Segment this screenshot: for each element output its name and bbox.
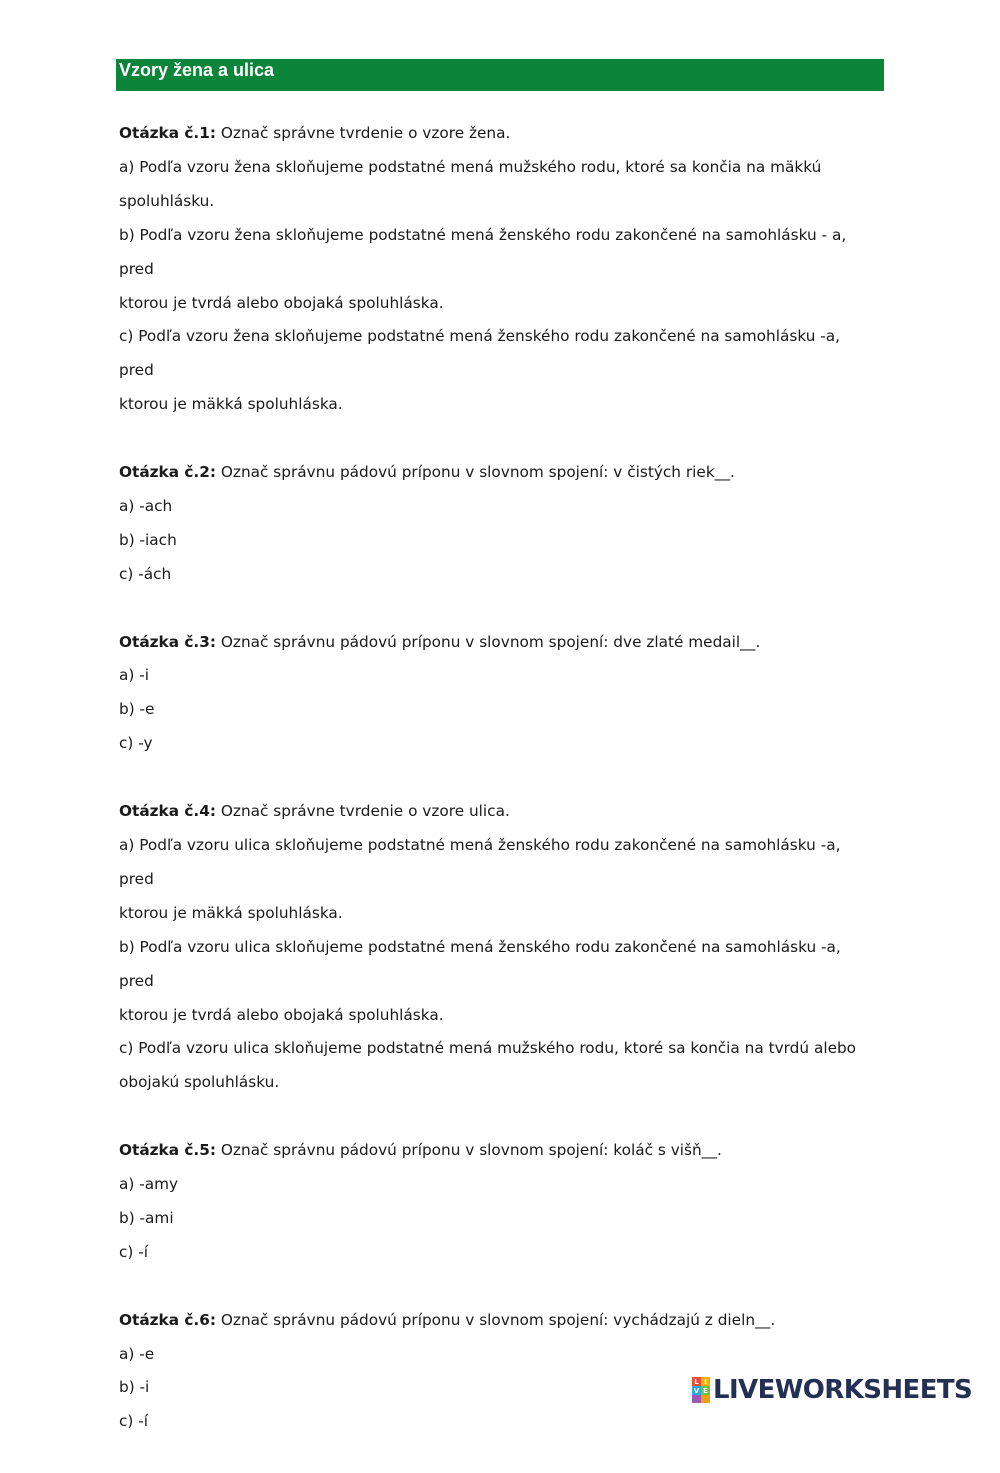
question-prompt: Označ správnu pádovú príponu v slovnom spojení: vychádzajú z dieln__. <box>220 1310 776 1329</box>
question-heading <box>119 1134 879 1168</box>
answer-option[interactable]: a) -ach <box>119 496 173 515</box>
answer-option[interactable]: a) -amy <box>119 1175 179 1194</box>
question-6 <box>119 1304 879 1440</box>
page-title: Vzory žena a ulica <box>119 60 275 80</box>
answer-option[interactable]: c) -ách <box>119 564 172 583</box>
question-label: Otázka č.1: <box>119 124 217 142</box>
answer-option-continuation[interactable]: spoluhlásku. <box>119 191 215 210</box>
question-heading <box>119 626 879 660</box>
question-prompt: Označ správnu pádovú príponu v slovnom spojení: v čistých riek__. <box>220 463 735 482</box>
question-label: Otázka č.5: <box>119 1141 217 1160</box>
answer-option[interactable]: c) Podľa vzoru žena skloňujeme podstatné mená ženského rodu zakončené na samohlásku -a, pred <box>119 327 841 380</box>
question-label: Otázka č.6: <box>119 1310 217 1329</box>
question-4 <box>119 795 879 1100</box>
question-2 <box>119 456 879 592</box>
answer-option-continuation[interactable]: ktorou je tvrdá alebo obojaká spoluhláska. <box>119 293 444 312</box>
answer-option[interactable]: a) -e <box>119 1344 155 1363</box>
question-label: Otázka č.3: <box>119 632 217 651</box>
logo-icon-tile <box>692 1395 701 1403</box>
question-label: Otázka č.4: <box>119 802 217 821</box>
answer-option[interactable]: b) Podľa vzoru žena skloňujeme podstatné mená ženského rodu zakončené na samohlásku - a, pred <box>119 225 847 278</box>
answer-option[interactable]: b) -iach <box>119 530 177 549</box>
question-prompt: Označ správnu pádovú príponu v slovnom spojení: koláč s višň__. <box>220 1141 722 1160</box>
answer-option[interactable]: c) -y <box>119 734 153 753</box>
answer-option[interactable]: a) Podľa vzoru žena skloňujeme podstatné mená mužského rodu, ktoré sa končia na mäkkú <box>119 157 822 176</box>
question-1 <box>119 117 879 422</box>
worksheet-content <box>119 117 879 1473</box>
answer-option-continuation[interactable]: obojakú spoluhlásku. <box>119 1073 280 1092</box>
answer-option[interactable]: c) -í <box>119 1242 149 1261</box>
answer-option[interactable]: a) Podľa vzoru ulica skloňujeme podstatné mená ženského rodu zakončené na samohlásku -a, pred <box>119 835 841 888</box>
question-5 <box>119 1134 879 1270</box>
question-heading <box>119 117 879 151</box>
answer-option[interactable]: c) Podľa vzoru ulica skloňujeme podstatné mená mužského rodu, ktoré sa končia na tvrdú alebo <box>119 1039 857 1058</box>
logo-icon-tile: I <box>701 1377 710 1386</box>
answer-option-continuation[interactable]: ktorou je mäkká spoluhláska. <box>119 395 343 414</box>
answer-option-continuation[interactable]: ktorou je mäkká spoluhláska. <box>119 903 343 922</box>
title-bar <box>116 59 884 91</box>
question-3 <box>119 626 879 762</box>
question-label: Otázka č.2: <box>119 463 217 482</box>
question-prompt: Označ správnu pádovú príponu v slovnom spojení: dve zlaté medail__. <box>220 632 761 651</box>
answer-option[interactable]: c) -í <box>119 1412 149 1431</box>
logo-icon-tile <box>701 1395 710 1403</box>
liveworksheets-logo-icon <box>692 1377 710 1403</box>
answer-option[interactable]: b) -i <box>119 1378 150 1397</box>
answer-option[interactable]: b) -e <box>119 700 155 719</box>
question-heading <box>119 1304 879 1338</box>
liveworksheets-logo[interactable] <box>692 1374 972 1406</box>
question-heading <box>119 795 879 829</box>
logo-icon-tile: V <box>693 1386 700 1395</box>
logo-icon-tile: L <box>692 1377 701 1386</box>
answer-option[interactable]: b) -ami <box>119 1208 174 1227</box>
answer-option-continuation[interactable]: ktorou je tvrdá alebo obojaká spoluhláska. <box>119 1005 444 1024</box>
logo-icon-tile: E <box>701 1386 710 1395</box>
liveworksheets-logo-text: LIVEWORKSHEETS <box>713 1375 973 1405</box>
answer-option[interactable]: a) -i <box>119 666 149 685</box>
question-heading <box>119 456 879 490</box>
question-prompt: Označ správne tvrdenie o vzore ulica. <box>220 802 510 821</box>
answer-option[interactable]: b) Podľa vzoru ulica skloňujeme podstatné mená ženského rodu zakončené na samohlásku -a, pred <box>119 937 841 990</box>
question-prompt: Označ správne tvrdenie o vzore žena. <box>220 124 511 142</box>
